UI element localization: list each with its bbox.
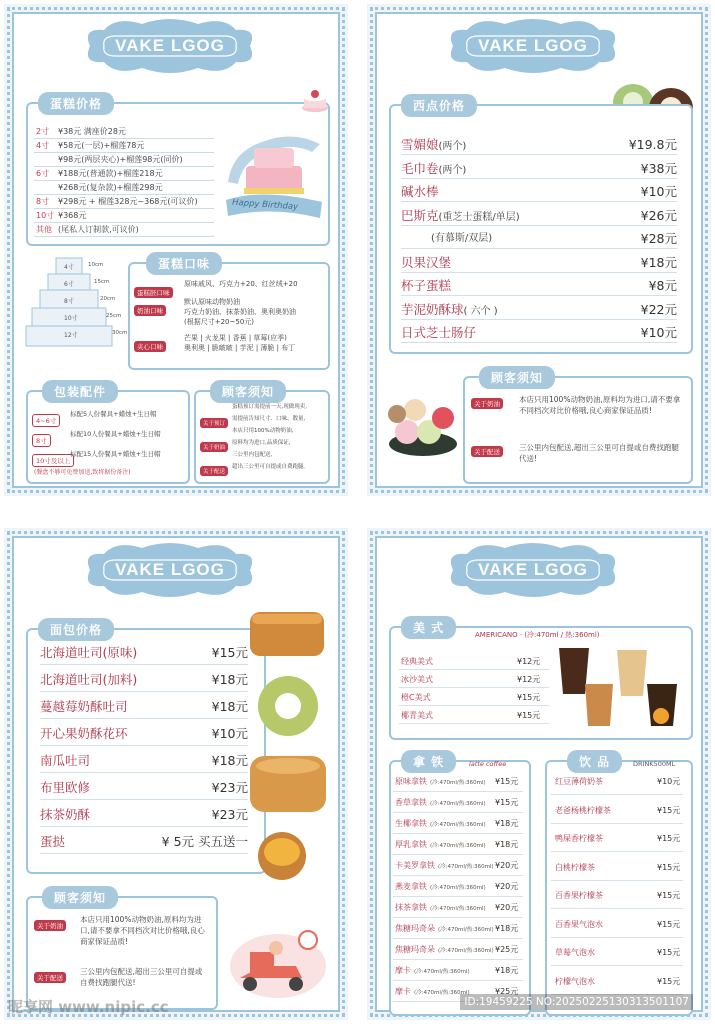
drink-name: 百香果柠檬茶 — [555, 891, 603, 900]
drink-name: 草莓气泡水 — [555, 948, 595, 957]
cake-price-row — [36, 182, 163, 193]
latte-price: ¥18元 — [495, 966, 519, 975]
cake-price-row — [36, 126, 126, 137]
latte-size: (冷:470ml/热:360ml) — [430, 906, 486, 912]
drink-name: 红豆薄荷奶茶 — [555, 777, 603, 786]
brand-name: VAKE LGOG — [478, 36, 588, 55]
package-tag-wrap — [32, 448, 74, 467]
birthday-cake-illustration — [222, 122, 326, 222]
cake-price-row — [36, 168, 163, 179]
package-note: (餐盘不够可免费加送,致将据份备注) — [34, 469, 131, 476]
brand-name: VAKE LGOG — [478, 560, 588, 579]
tier-label: 12寸 — [64, 332, 78, 339]
brand-name: VAKE LGOG — [115, 560, 225, 579]
latte-name-wrap — [395, 860, 494, 871]
row-divider — [551, 851, 683, 852]
pastry-name-wrap — [401, 253, 451, 271]
package-title: 包装配件 — [42, 380, 118, 403]
happy-birthday-text: Happy Birthday — [231, 197, 299, 213]
cake-price-text: ¥38元 满座价28元 — [58, 127, 126, 136]
latte-price: ¥18元 — [495, 819, 519, 828]
flavor-tag: 奶油口味 — [134, 305, 166, 316]
row-divider — [393, 791, 523, 792]
pastry-price: ¥26元 — [640, 207, 677, 223]
drink-name: 柠檬气泡水 — [555, 976, 595, 986]
bread-name: 蔓越莓奶酥吐司 — [40, 699, 128, 714]
bread-name: 布里欧修 — [40, 780, 91, 795]
pastry-name-wrap — [401, 159, 466, 177]
latte-size: (冷:470ml/热:360ml) — [438, 927, 494, 933]
row-divider — [34, 208, 214, 209]
latte-name: 摩卡 — [395, 966, 411, 975]
drink-name: 老爸杨桃柠檬茶 — [555, 805, 611, 815]
latte-price: ¥20元 — [495, 882, 519, 891]
row-divider — [393, 854, 523, 855]
drink-price: ¥15元 — [657, 805, 681, 815]
cake-price-text: ¥298元 + 榴莲328元~368元(可议价) — [58, 197, 198, 206]
flavor-text: 芒果 | 火龙果 | 香蕉 | 草莓(应季) 奥利奥 | 脆啵啵 | 芋泥 | 薄脆 | 布丁 — [184, 334, 296, 352]
flavor-text: 原味戚风、巧克力+20、红丝绒+20 — [184, 280, 298, 288]
cake-size-label: 8寸 — [36, 197, 50, 206]
row-divider — [34, 236, 214, 237]
bread-price: ¥23元 — [211, 807, 248, 822]
pastry-price-title: 西点价格 — [401, 94, 477, 117]
brand-logo — [82, 540, 258, 600]
row-divider — [399, 687, 549, 688]
bread-name: 开心果奶酥花环 — [40, 726, 128, 741]
pastry-name-wrap — [401, 182, 439, 200]
americano-name: 椰青美式 — [401, 711, 433, 720]
latte-size: (冷:470ml/热:360ml) — [414, 969, 470, 975]
pastry-row — [401, 179, 677, 202]
latte-price: ¥25元 — [495, 987, 519, 996]
drink-name: 百香果气泡水 — [555, 919, 603, 929]
latte-size: (冷:470ml/热:360ml) — [430, 885, 486, 891]
cake-price-text: ¥368元 — [58, 211, 87, 220]
pastry-row — [401, 226, 677, 249]
row-divider — [393, 875, 523, 876]
notice-tag: 关于配送 — [200, 466, 228, 476]
pastry-note: ( 六个 ) — [463, 305, 498, 317]
row-divider — [551, 908, 683, 909]
flavor-tag-wrap — [134, 298, 166, 317]
drink-price: ¥15元 — [657, 948, 681, 957]
pastry-name-wrap — [401, 323, 476, 341]
watermark-left: 昵享网 www.nipic.cc — [8, 998, 169, 1016]
notice-text: 本店只用100%动物奶油, — [232, 428, 294, 434]
notice-tag: 关于奶油 — [200, 442, 228, 452]
delivery-notice-text: 三公里内包配送,超出三公里可自提或自费找跑腿代送! — [519, 443, 679, 463]
pastry-price: ¥38元 — [640, 160, 677, 176]
flavor-tag-wrap — [134, 280, 173, 299]
latte-name: 焦糖玛奇朵 — [395, 945, 435, 954]
cake-price-text: ¥268元(复杂款)+榴莲298元 — [58, 183, 163, 192]
pastry-name-wrap — [401, 229, 492, 244]
drink-price: ¥15元 — [657, 862, 681, 872]
bread-price: ¥15元 — [211, 645, 248, 660]
p1-notice-title: 顾客须知 — [210, 380, 286, 403]
row-divider — [399, 705, 549, 706]
row-divider — [551, 965, 683, 966]
latte-name: 卡美罗拿铁 — [395, 861, 435, 870]
tier-label: 6寸 — [64, 281, 74, 288]
bread-row — [40, 775, 248, 800]
row-divider — [393, 959, 523, 960]
tier-size: 20cm — [100, 296, 116, 302]
notice-text: 需提前告知尺寸、口味、数量, — [232, 416, 306, 422]
bread-row — [40, 721, 248, 746]
bread-menu-panel — [4, 528, 348, 1020]
cake-price-text: ¥98元(两层夹心)+榴莲98元(同价) — [58, 155, 183, 164]
bread-row — [40, 667, 248, 692]
flavor-tag: 夹心口味 — [134, 341, 166, 352]
row-divider — [399, 723, 549, 724]
row-divider — [393, 833, 523, 834]
cake-price-row — [36, 224, 139, 235]
pastry-row — [401, 273, 677, 296]
tier-size: 10cm — [88, 262, 104, 268]
package-tag-wrap — [32, 428, 51, 447]
row-divider — [551, 823, 683, 824]
p2-notice-title: 顾客须知 — [479, 366, 555, 389]
pastry-price: ¥10元 — [640, 325, 677, 340]
latte-name-wrap — [395, 776, 486, 787]
delivery-notice-text: 三公里内包配送,超出三公里可自提或自费找跑腿代送! — [80, 967, 203, 987]
pastry-row — [401, 203, 677, 226]
notice-tag: 关于预订 — [200, 418, 228, 428]
drink-name: 白桃柠檬茶 — [555, 862, 595, 872]
notice-text: 三公里内包配送, — [232, 452, 273, 458]
row-divider — [393, 812, 523, 813]
package-text: 标配5人份餐具+蜡烛+生日帽 — [70, 410, 157, 418]
drink-price: ¥10元 — [657, 777, 681, 786]
latte-name-wrap — [395, 965, 470, 976]
brand-logo — [82, 16, 258, 76]
pastry-price: ¥8元 — [648, 278, 677, 293]
drinks-subtitle: DRINK500ML — [633, 760, 676, 768]
p3-notice-title: 顾客须知 — [42, 886, 118, 909]
tier-label: 8寸 — [64, 298, 74, 305]
bread-price: ¥18元 — [211, 753, 248, 768]
delivery-tag: 关于配送 — [34, 972, 66, 983]
latte-name-wrap — [395, 923, 494, 934]
tier-cake-diagram — [24, 252, 134, 352]
tier-size: 30cm — [112, 330, 128, 336]
pastry-name-wrap — [401, 300, 498, 318]
bread-price-title: 面包价格 — [38, 618, 114, 641]
watermark-right: ID:19459225 NO:20250225130313501107 — [460, 994, 693, 1010]
drink-name: 鸭屎香柠檬茶 — [555, 834, 603, 843]
latte-name-wrap — [395, 881, 486, 892]
row-divider — [399, 669, 549, 670]
package-text: 标配15人份餐具+蜡烛+生日帽 — [70, 450, 161, 458]
package-tag: 4~6寸 — [32, 414, 60, 427]
notice-tag-wrap — [200, 458, 228, 477]
pastry-name: 巴斯克 — [401, 207, 439, 223]
mochi-image — [385, 388, 461, 460]
latte-title: 拿 铁 — [401, 750, 456, 773]
latte-name: 香草拿铁 — [395, 798, 427, 807]
latte-size: (冷:470ml/热:360ml) — [430, 780, 486, 786]
latte-price: ¥18元 — [495, 924, 519, 933]
pastry-row — [401, 156, 677, 179]
cream-notice-text: 本店只用100%动物奶油,原料均为进口,请不要拿不同档次对比价格哦,良心商家保证品质! — [519, 395, 681, 415]
strawberry-cake-icon — [300, 88, 330, 114]
pastry-row — [401, 132, 677, 155]
notice-tag-wrap — [200, 434, 228, 453]
bread-price: ¥ 5元 买五送一 — [161, 834, 248, 849]
flavor-tag: 蛋糕胚口味 — [134, 287, 173, 298]
latte-name: 抹茶拿铁 — [395, 903, 427, 912]
flavor-title: 蛋糕口味 — [146, 252, 222, 275]
bread-row — [40, 802, 248, 827]
cake-price-text: ¥188元(普通款)+榴莲218元 — [58, 169, 163, 178]
notice-text: 超出三公里可自提或自费跑腿。 — [232, 464, 310, 470]
latte-name-wrap — [395, 839, 486, 850]
drink-price: ¥15元 — [657, 891, 681, 900]
row-divider — [34, 222, 214, 223]
row-divider — [393, 896, 523, 897]
pastry-price: ¥10元 — [640, 184, 677, 199]
cake-size-label: 4寸 — [36, 141, 50, 150]
tier-size: 15cm — [94, 279, 110, 285]
cake-price-row — [36, 196, 198, 207]
row-divider — [551, 880, 683, 881]
cream-notice-text: 本店只用100%动物奶油,原料均为进口,请不要拿不同档次对比价格哦,良心商家保证品质! — [80, 915, 205, 946]
pastry-name-wrap — [401, 135, 466, 153]
brand-logo — [445, 16, 621, 76]
pastry-note: (两个) — [438, 141, 467, 152]
latte-size: (冷:470ml/热:360ml) — [438, 864, 494, 870]
latte-name-wrap — [395, 818, 486, 829]
cake-size-label: 6寸 — [36, 169, 50, 178]
cake-price-row — [36, 140, 144, 151]
package-tag: 10寸及以上 — [32, 454, 74, 467]
cream-tag: 关于奶油 — [34, 920, 66, 931]
latte-size: (冷:470ml/热:360ml) — [414, 990, 470, 996]
pastry-name-wrap — [401, 206, 520, 224]
latte-size: (冷:470ml/热:360ml) — [438, 948, 494, 954]
pastry-name: 芋泥奶酥球 — [401, 301, 464, 317]
latte-name: 燕麦拿铁 — [395, 882, 427, 891]
americano-price: ¥12元 — [517, 675, 541, 684]
cake-price-row — [36, 154, 183, 165]
americano-name: 橙C美式 — [401, 693, 431, 702]
latte-size: (冷:470ml/热:360ml) — [430, 801, 486, 807]
delivery-tag: 关于配送 — [471, 446, 503, 457]
cake-price-text: (尾私人订制款,可议价) — [58, 225, 139, 234]
cream-tag: 关于奶油 — [471, 398, 503, 409]
americano-price: ¥12元 — [517, 657, 541, 666]
bread-name: 蛋挞 — [40, 834, 66, 849]
package-tag: 8寸 — [32, 434, 51, 447]
latte-size: (冷:470ml/热:360ml) — [430, 822, 486, 828]
bread-price: ¥18元 — [211, 699, 248, 714]
cake-size-label: 其他 — [36, 225, 52, 234]
latte-name: 摩卡 — [395, 987, 411, 996]
bread-row — [40, 829, 248, 854]
latte-price: ¥18元 — [495, 840, 519, 849]
americano-price: ¥15元 — [517, 693, 541, 702]
pastry-price: ¥19.8元 — [628, 137, 677, 152]
latte-name: 原味拿铁 — [395, 777, 427, 786]
package-tag-wrap — [32, 408, 60, 427]
latte-name: 焦糖玛奇朵 — [395, 924, 435, 933]
bread-price: ¥10元 — [211, 726, 248, 741]
bread-images — [244, 606, 334, 886]
iced-coffee-image — [555, 640, 683, 730]
tier-size: 25cm — [106, 313, 122, 319]
row-divider — [34, 166, 214, 167]
pastry-note: (有慕斯/双层) — [431, 233, 493, 244]
coffee-menu-panel — [367, 528, 711, 1020]
bread-name: 北海道吐司(加料) — [40, 672, 138, 687]
pastry-row — [401, 320, 677, 343]
latte-size: (冷:470ml/热:360ml) — [430, 843, 486, 849]
drink-price: ¥15元 — [657, 834, 681, 843]
row-divider — [34, 152, 214, 153]
latte-price: ¥25元 — [495, 945, 519, 954]
latte-price: ¥20元 — [495, 903, 519, 912]
americano-subtitle: AMERICANO · (冷:470ml / 热:360ml) — [475, 631, 600, 639]
latte-price: ¥15元 — [495, 777, 519, 786]
americano-name: 经典美式 — [401, 657, 433, 666]
notice-text: 原料均为进口,品质保证, — [232, 440, 291, 446]
latte-price: ¥20元 — [495, 861, 519, 870]
pastry-note: (两个) — [438, 164, 467, 176]
bread-name: 抹茶奶酥 — [40, 807, 91, 822]
latte-name-wrap — [395, 944, 494, 955]
brand-name: VAKE LGOG — [115, 36, 225, 55]
row-divider — [551, 937, 683, 938]
cake-price-row — [36, 210, 86, 221]
pastry-name: 雪媚娘 — [401, 137, 439, 152]
latte-subtitle: latte coffee — [469, 760, 507, 768]
pastry-row — [401, 250, 677, 273]
tier-label: 10寸 — [64, 315, 78, 322]
row-divider — [393, 938, 523, 939]
p2-notice-box — [463, 376, 693, 484]
flavor-tag-wrap — [134, 334, 166, 353]
bread-row — [40, 640, 248, 665]
latte-name-wrap — [395, 797, 486, 808]
row-divider — [393, 980, 523, 981]
latte-price: ¥15元 — [495, 798, 519, 807]
pastry-row — [401, 297, 677, 320]
pastry-name-wrap — [401, 276, 451, 294]
bread-price: ¥18元 — [211, 672, 248, 687]
americano-title: 美 式 — [401, 616, 456, 639]
pastry-name: 毛巾卷 — [401, 160, 439, 176]
row-divider — [551, 794, 683, 795]
pastry-name: 杯子蛋糕 — [401, 278, 452, 293]
americano-price: ¥15元 — [517, 711, 541, 720]
cake-menu-panel — [4, 4, 348, 496]
latte-name-wrap — [395, 902, 486, 913]
drink-price: ¥15元 — [657, 976, 681, 986]
notice-text: 蛋糕预订需提前一天,现做现卖, — [232, 404, 307, 410]
drinks-title: 饮 品 — [567, 750, 622, 773]
package-text: 标配10人份餐具+蜡烛+生日帽 — [70, 430, 161, 438]
row-divider — [34, 180, 214, 181]
latte-name: 生椰拿铁 — [395, 819, 427, 828]
row-divider — [393, 917, 523, 918]
pastry-price: ¥18元 — [640, 254, 677, 270]
cake-size-label: 10寸 — [36, 211, 55, 220]
row-divider — [34, 194, 214, 195]
pastry-note: (重芝士蛋糕/单层) — [438, 211, 520, 223]
tier-label: 4寸 — [64, 264, 74, 271]
pastry-menu-panel — [367, 4, 711, 496]
flavor-text: 默认原味动物奶油 巧克力奶油、抹茶奶油、奥利奥奶油 (根据尺寸+20~50元) — [184, 298, 296, 326]
pastry-price: ¥28元 — [640, 231, 677, 246]
cake-price-text: ¥58元(一层)+榴莲78元 — [58, 141, 145, 150]
watermark-bar — [0, 990, 715, 1024]
pastry-price: ¥22元 — [640, 301, 677, 317]
bread-name: 南瓜吐司 — [40, 753, 91, 768]
drink-price: ¥15元 — [657, 919, 681, 929]
bread-name: 北海道吐司(原味) — [40, 645, 138, 660]
brand-logo — [445, 540, 621, 600]
americano-name: 冰沙美式 — [401, 675, 433, 684]
latte-name: 厚乳拿铁 — [395, 840, 427, 849]
bread-row — [40, 748, 248, 773]
cake-size-label: 2寸 — [36, 127, 50, 136]
cake-price-title: 蛋糕价格 — [38, 92, 114, 115]
bread-row — [40, 694, 248, 719]
pastry-name: 日式芝士肠仔 — [401, 325, 477, 340]
pastry-name: 碱水棒 — [401, 184, 439, 199]
row-divider — [34, 138, 214, 139]
pastry-name: 贝果汉堡 — [401, 254, 452, 270]
bread-price: ¥23元 — [211, 780, 248, 795]
notice-tag-wrap — [200, 410, 228, 429]
